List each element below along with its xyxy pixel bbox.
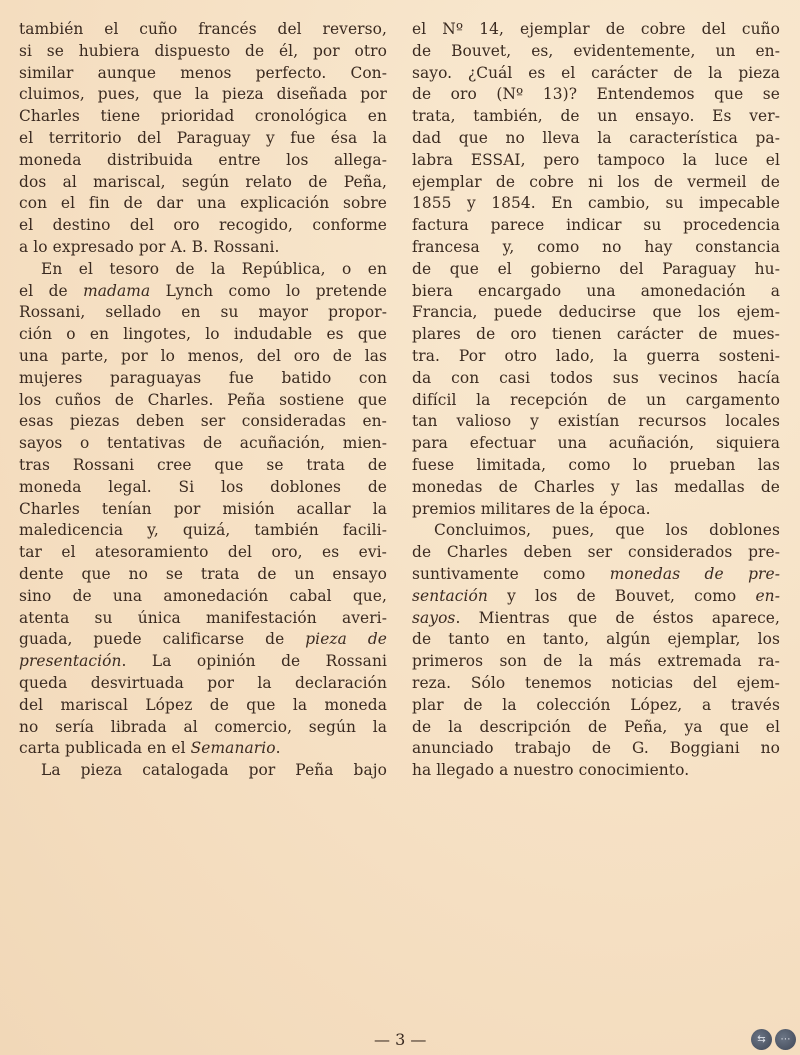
text-line: una parte, por lo menos, del oro de las <box>19 346 387 365</box>
text-line: el de madama Lynch como lo pretende <box>19 281 387 300</box>
text-line: da con casi todos sus vecinos hacía <box>412 368 780 387</box>
text-line: primeros son de la más extremada ra- <box>412 652 780 671</box>
text-line: biera encargado una amonedación a <box>412 281 780 300</box>
text-line: La pieza catalogada por Peña bajo <box>41 761 387 780</box>
text-line: el territorio del Paraguay y fue ésa la <box>19 128 387 147</box>
text-line: Rossani, sellado en su mayor propor- <box>19 303 387 322</box>
right-column <box>412 19 780 782</box>
text-line: ción o en lingotes, lo indudable es que <box>19 325 387 344</box>
text-line: reza. Sólo tenemos noticias del ejem- <box>412 673 780 692</box>
left-column <box>19 19 387 782</box>
text-line: sayos o tentativas de acuñación, mien- <box>19 434 387 453</box>
text-line: tra. Por otro lado, la guerra sosteni- <box>412 346 780 365</box>
text-line: el destino del oro recogido, conforme <box>19 216 387 235</box>
text-line: fuese limitada, como lo prueban las <box>412 455 780 474</box>
text-line: de la descripción de Peña, ya que el <box>412 717 780 736</box>
text-line: labra ESSAI, pero tampoco la luce el <box>412 150 780 169</box>
text-line: monedas de Charles y las medallas de <box>412 477 780 496</box>
text-line: no sería librada al comercio, según la <box>19 717 387 736</box>
text-line: de oro (Nº 13)? Entendemos que se <box>412 85 780 104</box>
text-line: difícil la recepción de un cargamento <box>412 390 780 409</box>
text-line: de que el gobierno del Paraguay hu- <box>412 259 780 278</box>
text-line: moneda legal. Si los doblones de <box>19 477 387 496</box>
text-line: guada, puede calificarse de pieza de <box>19 630 387 649</box>
text-line: factura parece indicar su procedencia <box>412 216 780 235</box>
text-line: del mariscal López de que la moneda <box>19 695 387 714</box>
text-line: trata, también, de un ensayo. Es ver- <box>412 107 780 126</box>
text-line: maledicencia y, quizá, también facili- <box>19 521 387 540</box>
more-options-icon[interactable]: ⋯ <box>775 1029 796 1050</box>
text-line: Concluimos, pues, que los doblones <box>434 521 780 540</box>
text-line: tras Rossani cree que se trata de <box>19 455 387 474</box>
text-line: dente que no se trata de un ensayo <box>19 564 387 583</box>
text-line: carta publicada en el Semanario. <box>19 739 281 758</box>
text-line: anunciado trabajo de G. Boggiani no <box>412 739 780 758</box>
text-line: sino de una amonedación cabal que, <box>19 586 387 605</box>
text-line: dad que no lleva la característica pa- <box>412 128 780 147</box>
text-line: los cuños de Charles. Peña sostiene que <box>19 390 387 409</box>
text-line: con el fin de dar una explicación sobre <box>19 194 387 213</box>
rotate-icon[interactable]: ⇆ <box>751 1029 772 1050</box>
italic-phrase: sentación <box>412 586 488 605</box>
text-line: sentación y los de Bouvet, como en- <box>412 586 780 605</box>
text-line: de Bouvet, es, evidentemente, un en- <box>412 41 780 60</box>
text-line: francesa y, como no hay constancia <box>412 237 780 256</box>
text-line: plar de la colección López, a través <box>412 695 780 714</box>
text-line: moneda distribuida entre los allega- <box>19 150 387 169</box>
text-line: Francia, puede deducirse que los ejem- <box>412 303 780 322</box>
text-line: premios militares de la época. <box>412 499 651 518</box>
italic-phrase: pieza de <box>305 630 387 649</box>
text-line: atenta su única manifestación averi- <box>19 608 387 627</box>
text-line: queda desvirtuada por la declaración <box>19 673 387 692</box>
text-line: para efectuar una acuñación, siquiera <box>412 434 780 453</box>
text-line: suntivamente como monedas de pre- <box>412 564 780 583</box>
italic-phrase: presentación <box>19 652 122 671</box>
text-line: Charles tenían por misión acallar la <box>19 499 387 518</box>
text-line: sayos. Mientras que de éstos aparece, <box>412 608 780 627</box>
text-line: mujeres paraguayas fue batido con <box>19 368 387 387</box>
text-line: En el tesoro de la República, o en <box>41 259 387 278</box>
italic-phrase: madama <box>83 281 151 300</box>
text-line: 1855 y 1854. En cambio, su impecable <box>412 194 780 213</box>
text-line: plares de oro tienen carácter de mues- <box>412 325 780 344</box>
text-line: tan valioso y existían recursos locales <box>412 412 780 431</box>
viewer-controls <box>751 1029 796 1050</box>
text-line: tar el atesoramiento del oro, es evi- <box>19 543 387 562</box>
text-line: si se hubiera dispuesto de él, por otro <box>19 41 387 60</box>
text-line: cluimos, pues, que la pieza diseñada por <box>19 85 387 104</box>
text-line: sayo. ¿Cuál es el carácter de la pieza <box>412 63 780 82</box>
italic-phrase: monedas de pre- <box>609 564 780 583</box>
text-line: similar aunque menos perfecto. Con- <box>19 63 387 82</box>
text-line: ha llegado a nuestro conocimiento. <box>412 761 690 780</box>
text-line: esas piezas deben ser consideradas en- <box>19 412 387 431</box>
text-line: de tanto en tanto, algún ejemplar, los <box>412 630 780 649</box>
text-line: dos al mariscal, según relato de Peña, <box>19 172 387 191</box>
text-line: a lo expresado por A. B. Rossani. <box>19 237 280 256</box>
italic-phrase: Semanario <box>190 739 276 758</box>
text-line: ejemplar de cobre ni los de vermeil de <box>412 172 780 191</box>
text-line: de Charles deben ser considerados pre- <box>412 543 780 562</box>
page-number: — 3 — <box>374 1030 427 1049</box>
text-line: Charles tiene prioridad cronológica en <box>19 107 387 126</box>
italic-phrase: en- <box>755 586 780 605</box>
text-line: el Nº 14, ejemplar de cobre del cuño <box>412 20 780 38</box>
italic-phrase: sayos <box>412 608 456 627</box>
text-line: presentación. La opinión de Rossani <box>19 652 387 671</box>
text-line: también el cuño francés del reverso, <box>19 20 387 38</box>
